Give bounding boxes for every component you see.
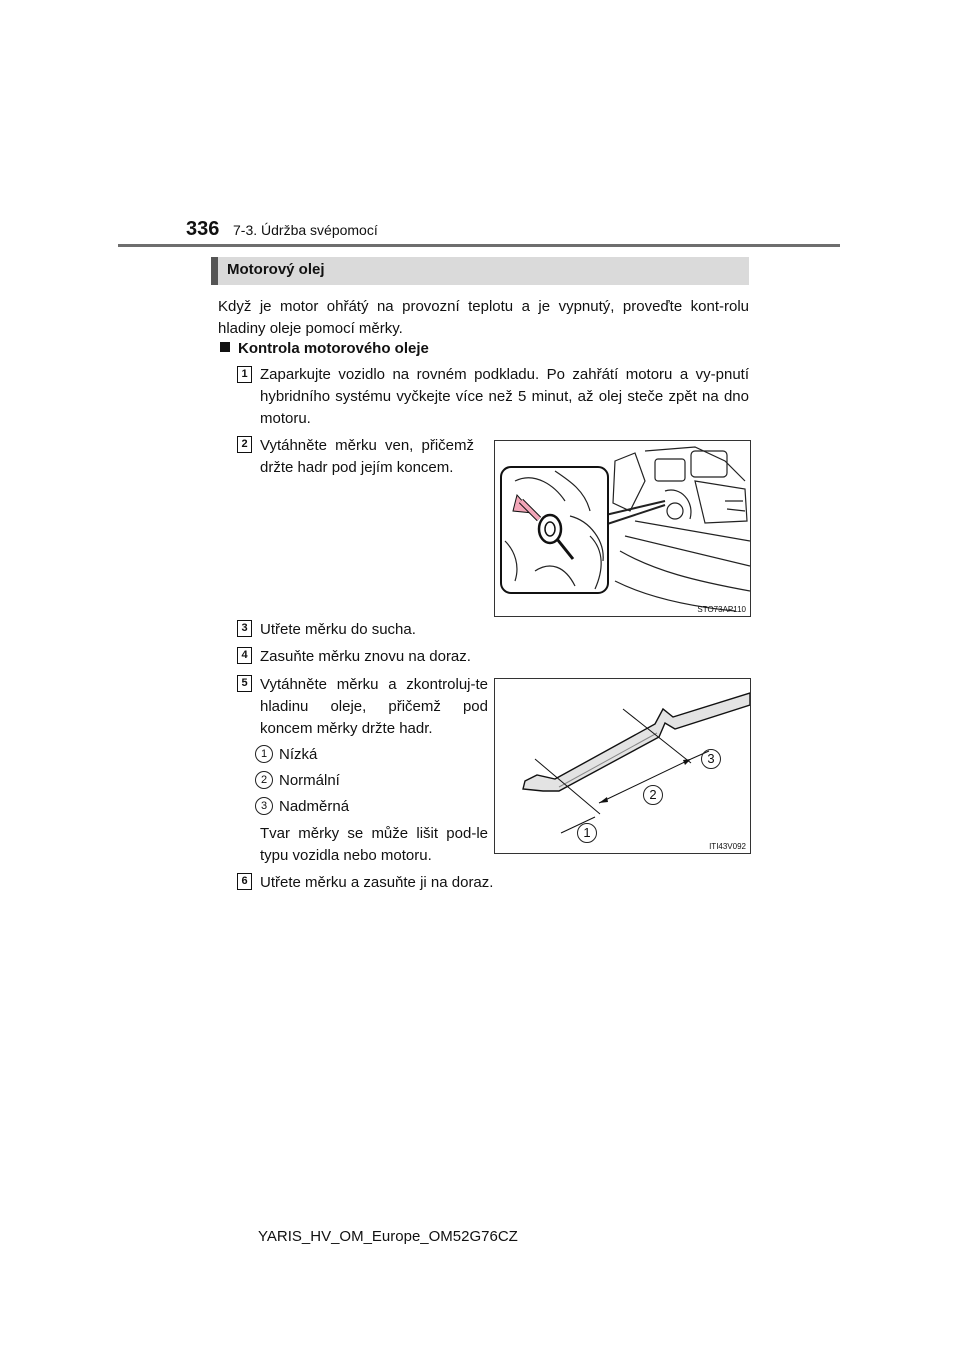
- level-label-2: Normální: [279, 772, 340, 789]
- step-number-3: 3: [237, 620, 252, 637]
- level-number-2: 2: [255, 771, 273, 789]
- dipstick-label-3: 3: [701, 749, 721, 769]
- dipstick-label-2: 2: [643, 785, 663, 805]
- step-text-4: Zasuňte měrku znovu na doraz.: [260, 648, 471, 665]
- step-text-6: Utřete měrku a zasuňte ji na doraz.: [260, 874, 494, 891]
- header-rule: [118, 244, 840, 247]
- step-number-4: 4: [237, 647, 252, 664]
- engine-figure-code: STO73AP110: [697, 605, 746, 614]
- subheading: [220, 340, 429, 357]
- intro-paragraph: Když je motor ohřátý na provozní teplotu a je vypnutý, proveďte kont-rolu hladiny oleje pomocí měrky.: [218, 298, 749, 337]
- page-number: 336: [186, 218, 220, 240]
- step-number-5: 5: [237, 675, 252, 692]
- level-number-1: 1: [255, 745, 273, 763]
- engine-bay-illustration: [495, 441, 750, 616]
- step-text-1: Zaparkujte vozidlo na rovném podkladu. Po zahřátí motoru a vy-pnutí hybridního systému vyčkejte více než 5 minut, až olej steče zpět na dno motoru.: [260, 366, 749, 427]
- note-text: Tvar měrky se může lišit pod-le typu vozidla nebo motoru.: [260, 825, 488, 864]
- dipstick-level-figure: [494, 678, 751, 854]
- title-bar-text: Motorový olej: [227, 261, 325, 278]
- step-number-1: 1: [237, 366, 252, 383]
- level-label-3: Nadměrná: [279, 798, 350, 815]
- dipstick-label-1: 1: [577, 823, 597, 843]
- footer-doc-code: YARIS_HV_OM_Europe_OM52G76CZ: [258, 1228, 518, 1245]
- step-number-6: 6: [237, 873, 252, 890]
- square-bullet-icon: [220, 342, 230, 352]
- title-bar: [211, 257, 749, 285]
- engine-dipstick-figure: [494, 440, 751, 617]
- section-title: 7-3. Údržba svépomocí: [233, 222, 378, 238]
- level-number-3: 3: [255, 797, 273, 815]
- subheading-text: Kontrola motorového oleje: [238, 340, 429, 357]
- step-text-3: Utřete měrku do sucha.: [260, 621, 416, 638]
- step-text-5: Vytáhněte měrku a zkontroluj-te hladinu oleje, přičemž pod koncem měrky držte hadr.: [260, 676, 488, 737]
- level-label-1: Nízká: [279, 746, 318, 763]
- step-text-2: Vytáhněte měrku ven, přičemž držte hadr pod jejím koncem.: [260, 437, 474, 476]
- step-number-2: 2: [237, 436, 252, 453]
- dipstick-figure-code: ITI43V092: [709, 842, 746, 851]
- title-bar-stripe: [211, 257, 218, 285]
